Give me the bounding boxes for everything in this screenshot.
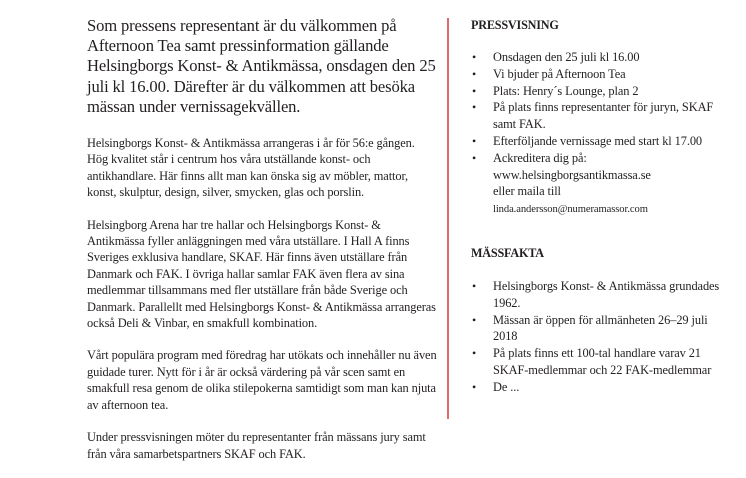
sidebar-divider-rule [447, 18, 449, 419]
body-paragraph-program: Vårt populära program med föredrag har utökats och innehåller nu även guidade turer. Nytt för i år är också värdering på vår scen samt en smakfull resa genom de olika stilepokerna samtidigt som man kan njuta av afternoon tea. [87, 348, 437, 412]
website-link[interactable]: www.helsingborgsantikmassa.se [493, 167, 651, 182]
list-item: • Onsdagen den 25 juli kl 16.00 [472, 50, 640, 64]
body-paragraph-pressvisning: Under pressvisningen möter du representanter från mässans jury samt från våra samarbetspartners SKAF och FAK. [87, 430, 426, 461]
list-item: • Mässan är öppen för allmänheten 26–29 juli 2018 [472, 312, 708, 344]
pressvisning-heading: PRESSVISNING [471, 18, 559, 32]
email-link[interactable]: linda.andersson@numeramassor.com [493, 204, 648, 216]
bullet-icon: • [472, 379, 477, 394]
bullet-icon: • [472, 278, 477, 293]
bullet-icon: • [472, 312, 477, 327]
list-item-accreditation [471, 150, 731, 219]
body-paragraph-arena: Helsingborg Arena har tre hallar och Helsingborgs Konst- & Antikmässa fyller anläggningen med våra utställare. I Hall A finns Sveriges exklusiva handlare, SKAF. Här finns även utställare från Danmark och FAK. I övriga hallar samlar FAK även flera av sina medlemmar tillsammans med fler utställare från både Sverige och Danmark. Parallellt med Helsingborgs Konst- & Antikmässa arrangeras också Deli & Vinbar, en smakfull kombination. [87, 217, 436, 331]
bullet-icon: • [472, 150, 477, 165]
massfakta-list [471, 278, 731, 396]
list-item: • Helsingborgs Konst- & Antikmässa grundades 1962. [472, 278, 720, 310]
list-item: • Efterföljande vernissage med start kl 17.00 [472, 133, 703, 148]
bullet-icon: • [472, 66, 477, 81]
bullet-icon: • [472, 100, 477, 115]
body-paragraph-history: Helsingborgs Konst- & Antikmässa arrangeras i år för 56:e gången. Hög kvalitet står i centrum hos våra utställande konst- och antikhandlare. Här finns allt man kan önska sig av möbler, mattor, konst, skulptur, design, silver, smycken, glas och porslin. [87, 136, 415, 200]
lead-paragraph: Som pressens representant är du välkommen på Afternoon Tea samt pressinformation gällande Helsingborgs Konst- & Antikmässa, onsdagen den 25 juli kl 16.00. Därefter är du välkommen att besöka mässan under vernissagekvällen. [87, 16, 436, 116]
pressvisning-list [471, 49, 731, 219]
list-item: • De ... [472, 379, 520, 394]
bullet-icon: • [472, 346, 477, 361]
or-mail-text: eller maila till [493, 184, 561, 199]
list-item: • Plats: Henry´s Lounge, plan 2 [472, 83, 639, 98]
bullet-icon: • [472, 133, 477, 148]
list-item: • Vi bjuder på Afternoon Tea [472, 66, 626, 81]
list-item: • På plats finns representanter för juryn, SKAF samt FAK. [472, 100, 714, 132]
main-text-column [87, 16, 437, 478]
bullet-icon: • [472, 83, 477, 98]
accreditation-label: Ackreditera dig på: [493, 150, 587, 165]
list-item: • På plats finns ett 100-tal handlare varav 21 SKAF-medlemmar och 22 FAK-medlemmar [472, 346, 712, 377]
massfakta-heading: MÄSSFAKTA [471, 245, 544, 260]
fact-sidebar [471, 17, 731, 396]
bullet-icon: • [472, 50, 477, 64]
